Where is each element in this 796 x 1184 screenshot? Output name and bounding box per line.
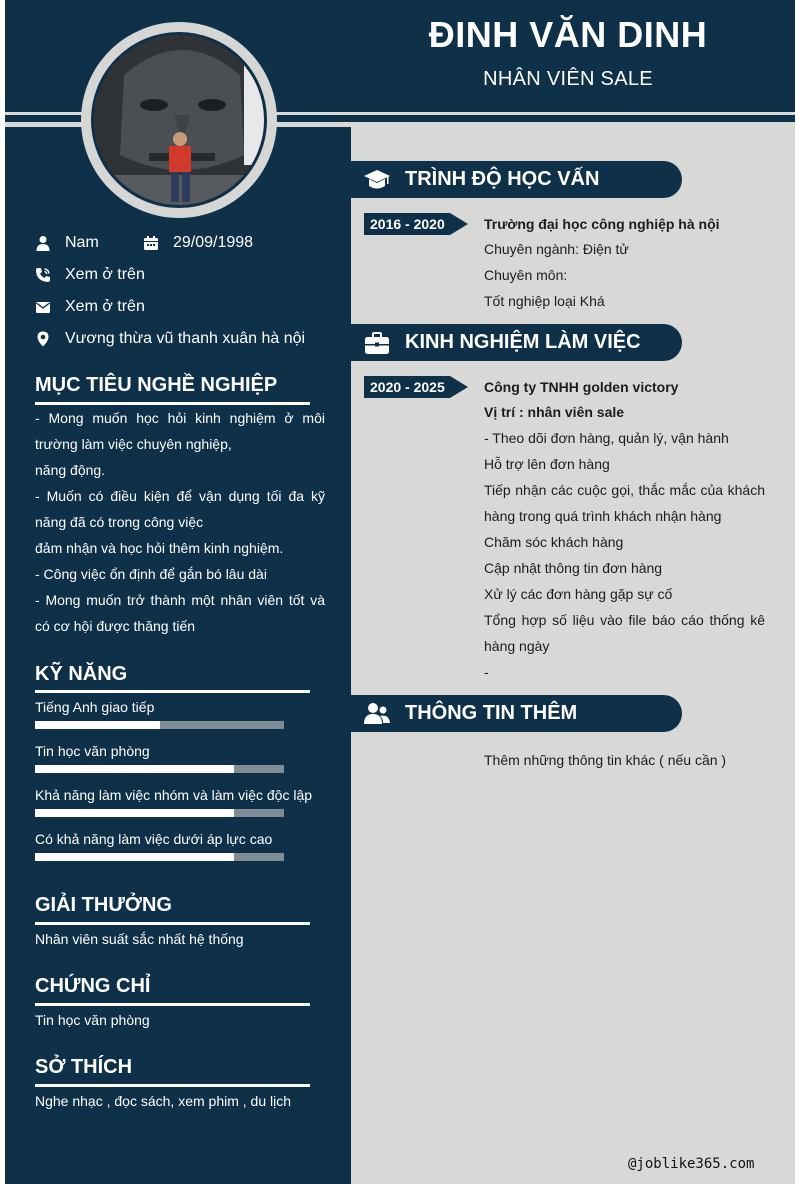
phone-row — [35, 266, 145, 284]
experience-duty: Hỗ trợ lên đơn hàng — [484, 456, 610, 472]
experience-duty: - — [484, 664, 489, 680]
gender-value: Nam — [65, 234, 99, 251]
experience-heading: KINH NGHIỆM LÀM VIỆC — [405, 331, 641, 353]
users-icon — [363, 700, 391, 728]
gender-row — [35, 234, 99, 252]
experience-position: Vị trí : nhân viên sale — [484, 404, 625, 420]
extra-heading: THÔNG TIN THÊM — [405, 702, 578, 724]
skill-label: Khả năng làm việc nhóm và làm việc độc lập — [35, 787, 313, 803]
education-school: Trường đại học công nghiệp hà nội — [484, 216, 720, 232]
birthday-value: 29/09/1998 — [173, 234, 254, 251]
briefcase-icon — [363, 329, 391, 357]
objective-line: năng động. — [35, 462, 106, 478]
experience-section-header — [351, 324, 682, 361]
candidate-title: NHÂN VIÊN SALE — [483, 68, 653, 90]
experience-company: Công ty TNHH golden victory — [484, 379, 679, 395]
experience-duty: Tiếp nhận các cuộc gọi, thắc mắc của khách hàng trong quá trình khách nhận hàng — [484, 482, 765, 524]
objective-line: - Mong muốn trở thành một nhân viên tốt và có cơ hội được thăng tiến — [35, 592, 325, 634]
skill-bar — [35, 765, 284, 773]
skill-fill — [35, 809, 234, 817]
hobbies-text: Nghe nhạc , đọc sách, xem phim , du lịch — [35, 1093, 292, 1109]
experience-duty: Xử lý các đơn hàng gặp sự cố — [484, 586, 673, 602]
skill-label: Có khả năng làm việc dưới áp lực cao — [35, 831, 273, 847]
address-row — [35, 330, 305, 348]
experience-duty: Cập nhật thông tin đơn hàng — [484, 560, 663, 576]
watermark: @joblike365.com — [628, 1156, 755, 1172]
certificates-text: Tin học văn phòng — [35, 1012, 150, 1028]
experience-duty: Tổng hợp số liệu vào file báo cáo thống kê hàng ngày — [484, 612, 765, 654]
experience-duty: Chăm sóc khách hàng — [484, 534, 624, 550]
awards-text: Nhân viên suất sắc nhất hệ thống — [35, 931, 244, 947]
birthday-row — [143, 234, 253, 252]
skill-bar — [35, 809, 284, 817]
email-value: Xem ở trên — [65, 298, 145, 315]
skills-heading: KỸ NĂNG — [35, 663, 128, 685]
email-row — [35, 298, 145, 316]
experience-date: 2020 - 2025 — [364, 376, 450, 398]
education-heading: TRÌNH ĐỘ HỌC VẤN — [405, 168, 600, 190]
hobbies-rule — [35, 1084, 310, 1087]
address-value: Vương thừa vũ thanh xuân hà nội — [65, 330, 306, 347]
awards-rule — [35, 922, 310, 925]
objective-line: - Mong muốn học hỏi kinh nghiệm ở môi trường làm việc chuyên nghiệp, — [35, 410, 325, 452]
resume-page — [5, 0, 795, 1184]
user-icon — [35, 235, 51, 251]
education-major: Chuyên ngành: Điện tử — [484, 241, 629, 257]
experience-duty: - Theo dõi đơn hàng, quản lý, vận hành — [484, 430, 729, 446]
avatar-photo — [94, 35, 267, 208]
education-specialty: Chuyên môn: — [484, 267, 568, 283]
extra-section-header — [351, 695, 682, 732]
objective-line: đảm nhận và học hỏi thêm kinh nghiệm. — [35, 540, 284, 556]
phone-icon — [35, 267, 51, 283]
extra-text: Thêm những thông tin khác ( nếu cần ) — [484, 752, 727, 768]
objective-line: - Muốn có điều kiện để vận dụng tối đa kỹ năng đã có trong công việc — [35, 488, 325, 530]
avatar — [91, 32, 267, 208]
skills-rule — [35, 690, 310, 693]
education-date: 2016 - 2020 — [364, 213, 450, 235]
education-grade: Tốt nghiệp loại Khá — [484, 293, 605, 309]
skill-label: Tin học văn phòng — [35, 743, 150, 759]
certificates-rule — [35, 1003, 310, 1006]
objective-line: - Công việc ổn định để gắn bó lâu dài — [35, 566, 267, 582]
skill-bar — [35, 853, 284, 861]
candidate-name: ĐINH VĂN DINH — [428, 14, 708, 55]
objective-heading: MỤC TIÊU NGHỀ NGHIỆP — [35, 374, 278, 396]
phone-value: Xem ở trên — [65, 266, 145, 283]
graduation-cap-icon — [363, 166, 391, 194]
skill-label: Tiếng Anh giao tiếp — [35, 699, 155, 715]
skill-bar — [35, 721, 284, 729]
hobbies-heading: SỞ THÍCH — [35, 1056, 133, 1078]
skill-fill — [35, 721, 160, 729]
envelope-icon — [35, 299, 51, 315]
skill-fill — [35, 765, 234, 773]
calendar-icon — [143, 235, 159, 251]
skill-fill — [35, 853, 234, 861]
certificates-heading: CHỨNG CHỈ — [35, 975, 151, 997]
awards-heading: GIẢI THƯỞNG — [35, 894, 172, 916]
education-section-header — [351, 161, 682, 198]
map-pin-icon — [35, 331, 51, 347]
